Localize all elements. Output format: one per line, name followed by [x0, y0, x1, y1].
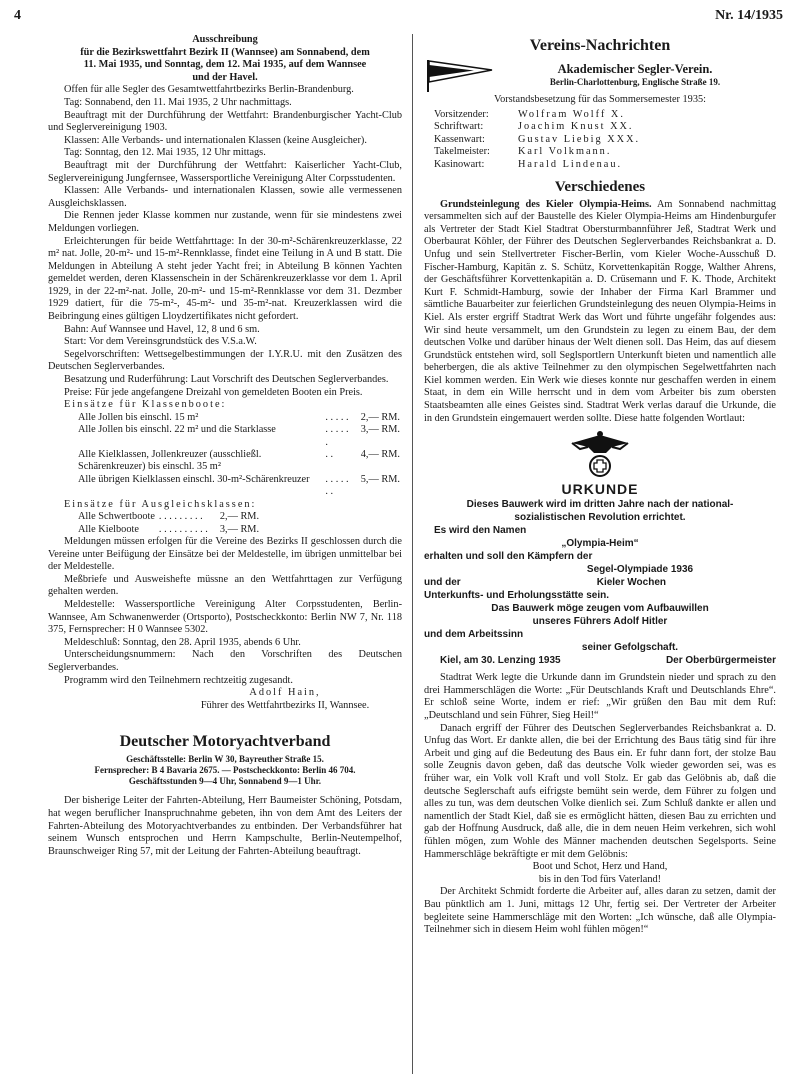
paragraph: Danach ergriff der Führer des Deutschen Seglerverbandes Reichsbankrat a. D. Unfug das Wort. Er dankte allen, die bei der Errichtung des Baus tätig sind für ihre Arbeit und ging auf die Bedeutung des Baus ein. Er fuhr dann fort, der stolze Bau solle Zeugnis davon geben, daß das deutsche Volk wieder geworden sei, was es früher war, ein Volk voll Kraft und voll Stolz. Er gab das Gelöbnis ab, daß die deutsche Seglerschaft aufs eifrigste bemüht sein werde, dem Führer zu folgen und alles zu tun, was dem deutschen Volke dienlich sei. Zum Schluß dankte er allen und namentlich der Stadt Kiel, daß sie es ermöglicht hätten, diesen Bau zu errichten und gab der Hoffnung Ausdruck, daß alle, die in dem neuen Heim verkehren, sich wohl fühlen mögen, zum Wohle des Männer machenden deutschen Segelsports. Seine Hammerschläge bekräftigte er mit dem Gelöbnis:	[424, 722, 776, 860]
paragraph: Meldestelle: Wassersportliche Vereinigung Alter Corpsstudenten, Berlin-Wannsee, Am Schwanenwerder (Ortsporto), Postscheckkonto: Berlin NW 7, Nr. 118 375, Fernsprecher: H 0 Wannsee 5302.	[48, 599, 402, 636]
table-row: Alle Kielklassen, Jollenkreuzer (ausschließl. Schärenkreuzer) bis einschl. 35 m² . . 4,— RM.	[78, 449, 400, 473]
asv-address: Berlin-Charlottenburg, Englische Straße 19.	[549, 77, 721, 87]
paragraph: Tag: Sonntag, den 12. Mai 1935, 12 Uhr mittags.	[64, 147, 266, 159]
paragraph: Besatzung und Ruderführung: Laut Vorschrift des Deutschen Seglerverbandes.	[64, 374, 389, 386]
board-intro: Vorstandsbesetzung für das Sommersemester 1935:	[493, 94, 706, 105]
officers-list	[434, 109, 776, 172]
asv-header	[424, 58, 776, 92]
paragraph: Die Rennen jeder Klasse kommen nur zustande, wenn für sie mindestens zwei Meldungen vorliegen.	[48, 210, 402, 234]
paragraph: Segelvorschriften: Wettsegelbestimmungen der I.Y.R.U. mit den Zusätzen des Deutschen Seglerverbandes.	[48, 348, 402, 373]
dmyv-title: Deutscher Motoryachtverband	[119, 733, 331, 751]
table-row: Alle Kielboote . . . . . . . . . . 3,— RM.	[78, 523, 260, 535]
paragraph: Unterscheidungsnummern: Nach den Vorschriften des Deutschen Seglerverbandes.	[48, 649, 402, 673]
paragraph: Tag: Sonnabend, den 11. Mai 1935, 2 Uhr nachmittags.	[64, 96, 292, 108]
einsaetze-klassen-table	[76, 412, 402, 499]
paragraph: Bahn: Auf Wannsee und Havel, 12, 8 und 6 sm.	[64, 323, 260, 335]
dmyv-address: Geschäftsstelle: Berlin W 30, Bayreuther Straße 15. Fernsprecher: B 4 Bavaria 2675. — Postscheckkonto: Berlin 46 704. Geschäftsstunden 9—4 Uhr, Sonnabend 9—1 Uhr.	[94, 754, 356, 787]
table-row: Alle Schwertboote . . . . . . . . . 2,— RM.	[78, 511, 260, 523]
paragraph: Meldungen müssen erfolgen für die Vereine des Bezirks II geschlossen durch die Vereine unter Beifügung der Einsätze bei der Meldestelle, im übrigen unmittelbar bei der Meldestelle.	[48, 536, 402, 573]
list-item: Kasinowart: Harald Lindenau.	[434, 158, 623, 170]
paragraph: Meldeschluß: Sonntag, den 28. April 1935, abends 6 Uhr.	[64, 636, 301, 648]
urkunde-block: URKUNDE Dieses Bauwerk wird im dritten Jahre nach der national- sozialistischen Revolution errichtet. Es wird den Namen „Olympia-Heim“ erhalten und soll den Kämpfern der Segel-Olympiade 1936 und der Kieler Wochen Unterkunfts- und Erholungsstätte sein. Das Bauwerk möge zeugen vom Aufbauwillen unseres Führers Adolf Hitler und dem Arbeitssinn seiner Gefolgschaft. Kiel, am 30. Lenzing 1935 Der Oberbürgermeister	[424, 481, 776, 667]
paragraph: Beauftragt mit der Durchführung der Wettfahrt: Brandenburgischer Yacht-Club und Seglervereinigung 1903.	[48, 109, 402, 134]
list-item: Vorsitzender: Wolfram Wolff X.	[434, 108, 625, 120]
paragraph: Der Architekt Schmidt forderte die Arbeiter auf, alles daran zu setzen, damit der Bau pünktlich am 1. Juni, mittags 12 Uhr, fertig sei. Der Vertreter der Arbeiter begleitete seine Hammerschläge mit den Worten: „Ich wünsche, daß alle Olympia-Teilnehmer sich in diesem Heim wohl fühlen mögen!“	[424, 886, 776, 936]
einsaetze-ausgleich-table	[76, 511, 261, 536]
verse: Boot und Schot, Herz und Hand, bis in den Tod fürs Vaterland!	[532, 861, 668, 885]
right-column	[424, 34, 776, 937]
paragraph: Start: Vor dem Vereinsgrundstück des V.S.a.W.	[64, 336, 257, 348]
dmyv-text: Der bisherige Leiter der Fahrten-Abteilung, Herr Baumeister Schöning, Potsdam, hat wegen beruflicher Inanspruchnahme gebeten, ihn von dem Amt des Leiters der Fahrten-Abteilung des Motoryachtverbandes zu entbinden. Der Verbandsführer hat seinem Wunsch entsprochen und Herrn Kampschulte, Berlin-Neutempelhof, Braunschweiger Ring 57, mit der Leitung der Fahrten-Abteilung beauftragt.	[48, 795, 402, 857]
table-row: Alle übrigen Kielklassen einschl. 30-m²-Schärenkreuzer . . . . . . . 5,— RM.	[78, 473, 400, 498]
eagle-emblem-icon	[568, 429, 632, 479]
signature: Adolf Hain, Führer des Wettfahrtbezirks II, Wannsee.	[200, 687, 370, 711]
paragraph: Meßbriefe und Ausweishefte müssne an den Wettfahrttagen zur Verfügung gehalten werden.	[48, 573, 402, 598]
left-column	[48, 34, 402, 858]
list-item: Schriftwart: Joachim Knust XX.	[434, 121, 634, 133]
column-divider	[412, 34, 413, 1074]
issue-number: Nr. 14/1935	[715, 8, 783, 23]
ausschreibung-title: Ausschreibung für die Bezirkswettfahrt Bezirk II (Wannsee) am Sonnabend, dem 11. Mai 1935, und Sonntag, dem 12. Mai 1935, auf dem Wannsee und der Havel.	[80, 34, 370, 83]
einsaetze-klassen-heading: Einsätze für Klassenboote:	[64, 399, 227, 411]
list-item: Kassenwart: Gustav Liebig XXX.	[434, 133, 641, 145]
einsaetze-ausgleich-heading: Einsätze für Ausgleichsklassen:	[64, 498, 257, 510]
paragraph: Preise: Für jede angefangene Dreizahl von gemeldeten Booten ein Preis.	[64, 386, 363, 398]
table-row: Alle Jollen bis einschl. 22 m² und die Starklasse . . . . . . 3,— RM.	[78, 424, 400, 448]
urkunde-title: URKUNDE	[561, 481, 639, 498]
paragraph: Erleichterungen für beide Wettfahrttage: In der 30-m²-Schärenkreuzerklasse, 22 m² nat. Jolle, 20-m²- und 15-m²-Rennklasse, findet eine Teilung in A und B statt. Die Meldungen in Abteilung A steht jeder Yacht frei; in Abteilung B können Yachten gemeldet werden, deren Klassenschein in der Schärenkreuzerklasse vor dem 1. April 1929, in der 22-m²-nat. Jolle, 20-m²- und 15-m²-Rennklasse vor dem 31. Dezmber 1929 datiert, für die 75-m²-, 45-m²- und 35-m²-nat. Kreuzerklassen wird die Beibringung eines gültigen Lloydzertifikates nicht gefordert.	[48, 235, 402, 323]
list-item: Takelmeister: Karl Volkmann.	[434, 146, 612, 158]
pennant-icon	[424, 58, 494, 92]
paragraph: Stadtrat Werk legte die Urkunde dann im Grundstein nieder und sprach zu den drei Hammerschlägen die Worte: „Für Deutschlands Kraft und Deutschlands Ehre“. Er schloß seine Worte, indem er rief: „Wir grüßen den Bau mit dem Ruf: „Deutschland und sein Führer, Sieg Heil!“	[424, 672, 776, 722]
paragraph: Klassen: Alle Verbands- und internationalen Klassen (keine Ausgleicher).	[64, 134, 367, 146]
verschiedenes-title: Verschiedenes	[554, 178, 646, 195]
page-number: 4	[14, 8, 21, 23]
vereins-nachrichten-title: Vereins-Nachrichten	[529, 37, 671, 54]
paragraph: Offen für alle Segler des Gesamtwettfahrtbezirks Berlin-Brandenburg.	[64, 84, 354, 96]
paragraph: Klassen: Alle Verbands- und internationalen Klassen, sowie alle vermessenen Ausgleichsklassen.	[48, 185, 402, 209]
kiel-paragraph: Grundsteinlegung des Kieler Olympia-Heims. Am Sonnabend nachmittag versammelten sich auf der Baustelle des Kieler Olympia-Heims am Hindenburgufer als Vertreter der Stadt Kiel Stadtrat Obersturmbannführer Jeß, Stadtrat Werk und Oberbaurat Köhler, der Führer des Deutschen Seglerverbandes Reichsbankrat a. D. Unfug und sein Stellvertreter Fischer-Berlin, vom Kieler Woche-Ausschuß D. Fischer-Hamburg, Kapitän z. S. Schütz, Korvettenkapitän Rogge, Walther Ahrens, der Geschäftsführer Korvettenkapitän a. D. Crüsemann und F. K. Thode, Architekt Kurt F. Schmidt-Hamburg, sowie der Inhaber der Firma Karl Brammer und sämtliche Bauarbeiter zur feierlichen Grundsteinlegung des neuen Olympia-Heims in Kiel. Als erster ergriff Stadtrat Werk das Wort und führte ungefähr folgendes aus: Wir sind heute versammelt, um den Grundstein zu legen zu einem Bau, der dem deutschen Volke und darüber hinaus der Welt dienen soll. Das Heim, das auf diesem Grundstück entstehen wird, soll Seglsportlern Unterkunft bieten und namentlich alle beherbergen, die als aktive Teilnehmer zu den olympischen Segelwettfahrten nach Kiel kommen werden. Ein Werk wie dieses konnte nur geschaffen werden in einem Staat, in dem ein Wille herrscht und in dem vom Arbeiter bis zum obersten Staatsbeamten alle eines Geistes sind. Stadtrat Werk verlas darauf die Urkunde, die in den Grundstein eingemauert werden sollte. Diese hatte folgenden Wortlaut:	[424, 198, 776, 424]
paragraph: Beauftragt mit der Durchführung der Wettfahrt: Kaiserlicher Yacht-Club, Seglervereinigung Jungfernsee, Wassersportliche Vereinigung Alter Corpsstudenten.	[48, 159, 402, 184]
table-row: Alle Jollen bis einschl. 15 m² . . . . . 2,— RM.	[78, 411, 400, 423]
paragraph: Programm wird den Teilnehmern rechtzeitig zugesandt.	[64, 674, 293, 686]
asv-title: Akademischer Segler-Verein.	[557, 62, 713, 76]
